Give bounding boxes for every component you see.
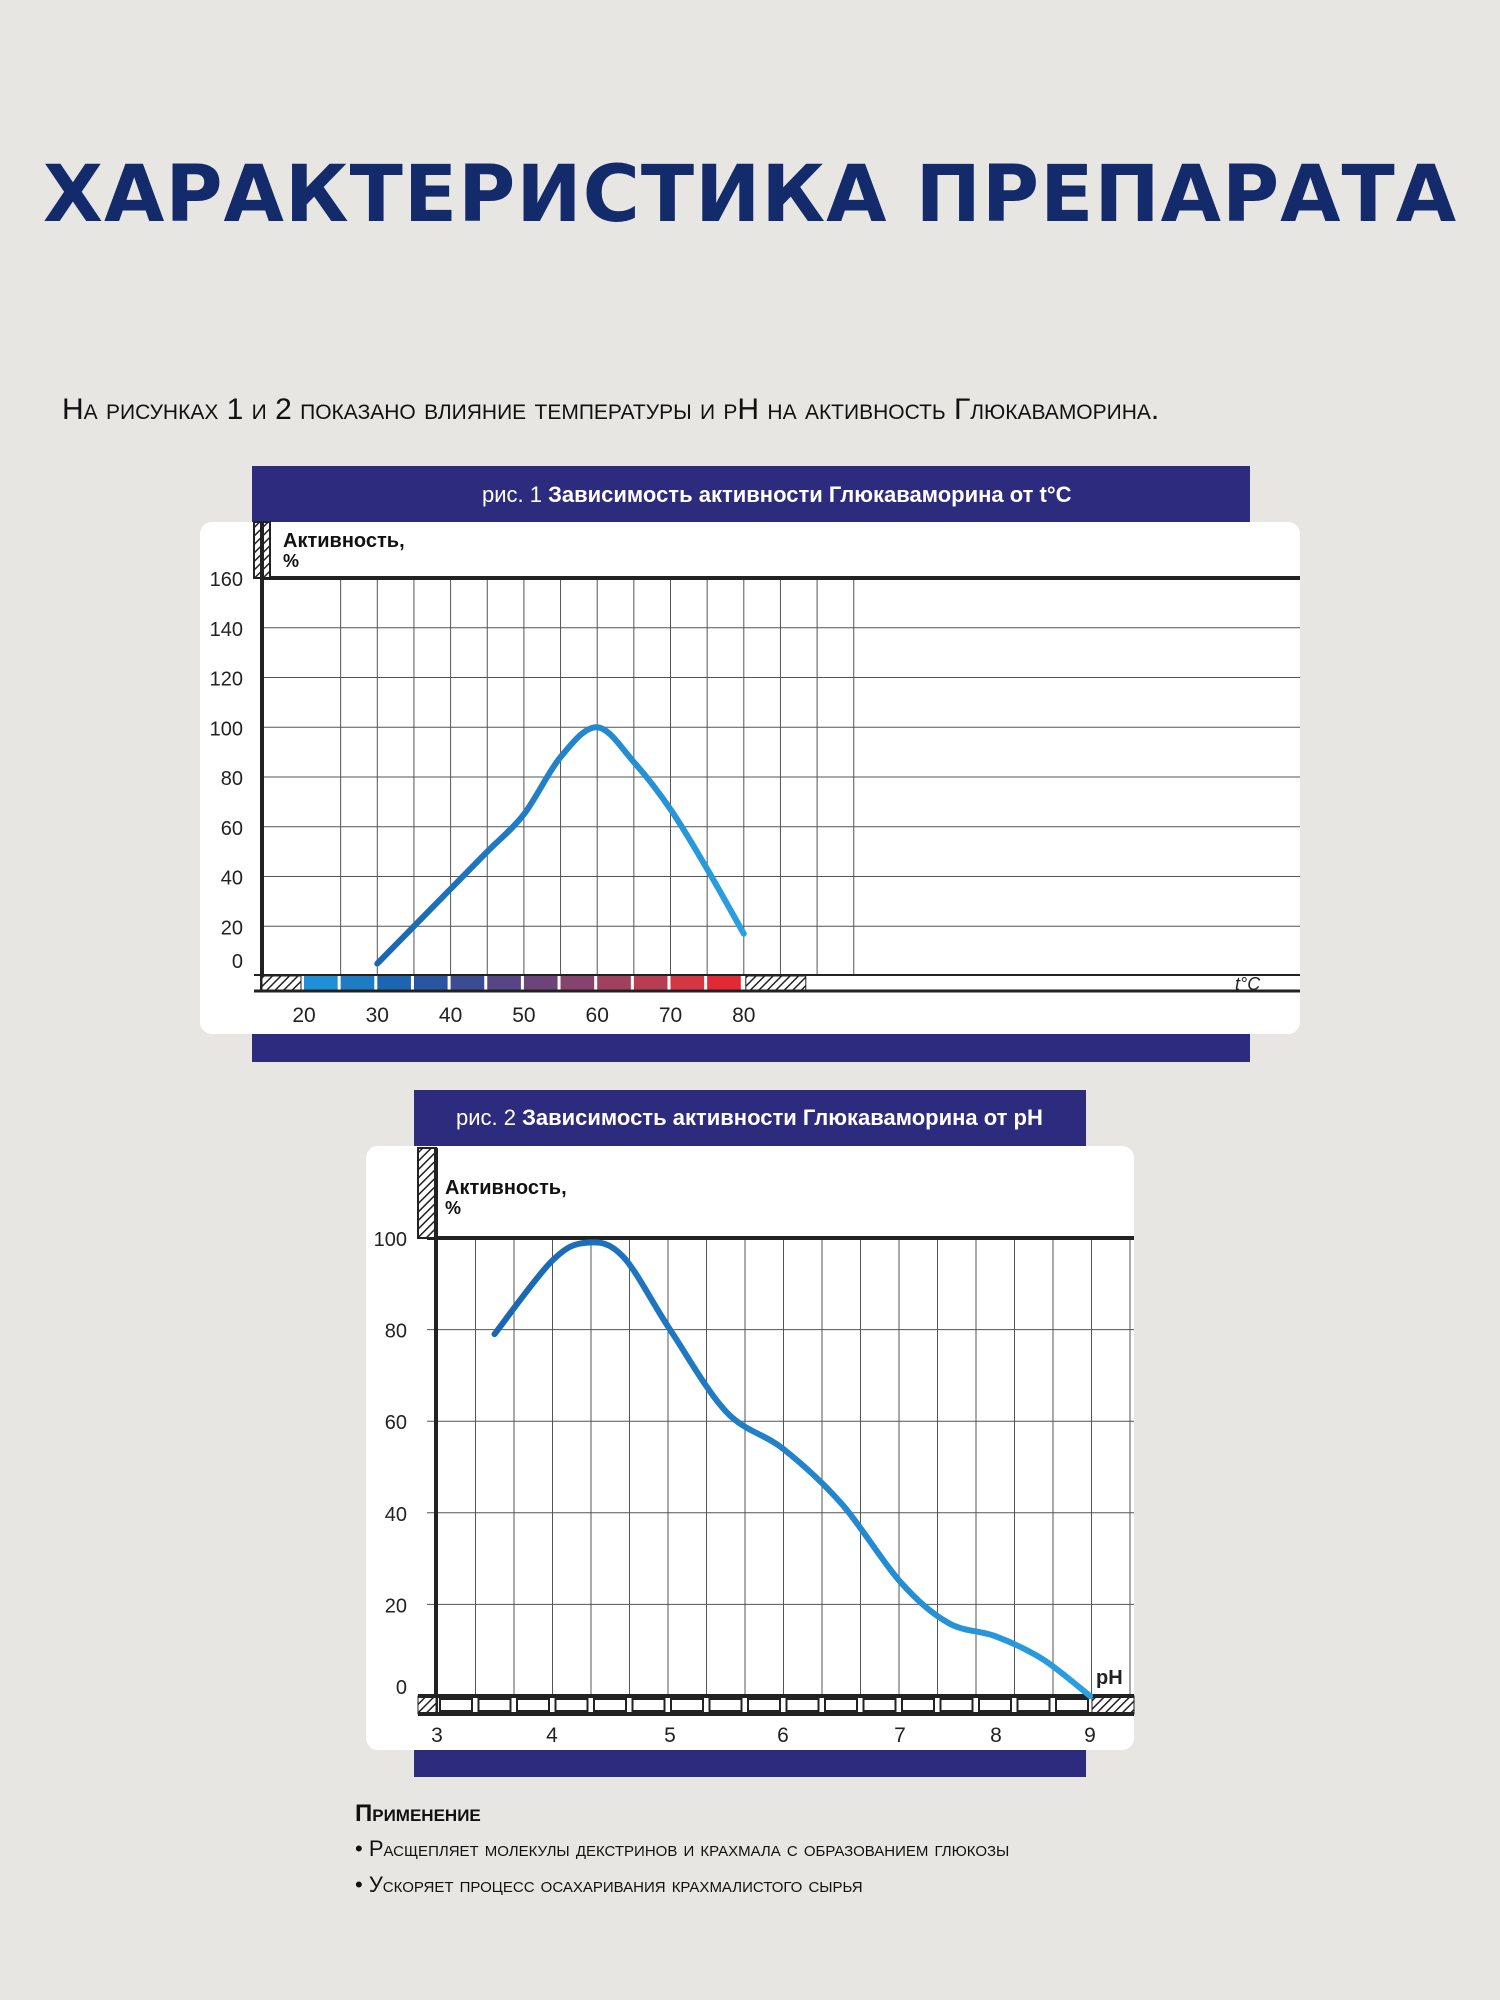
x-axis-strip-segment: [1056, 1699, 1088, 1711]
x-tick-label: 60: [585, 1004, 609, 1027]
y-tick-label: 0: [231, 951, 243, 973]
x-tick-label: 4: [546, 1724, 558, 1747]
y-tick-label: 0: [395, 1677, 407, 1699]
y-axis-label: Активность,: [445, 1177, 567, 1199]
y-tick-label: 160: [209, 569, 243, 591]
fig1-caption-title: Зависимость активности Глюкаваморина от t°C: [548, 482, 1072, 507]
y-tick-label: 80: [220, 768, 243, 790]
x-tick-label: 7: [894, 1724, 906, 1747]
x-tick-label: 6: [777, 1724, 789, 1747]
usage-section: [355, 1800, 1455, 1908]
x-axis-strip-segment: [517, 1699, 549, 1711]
x-tick-label: 5: [664, 1724, 676, 1747]
usage-item: • Расщепляет молекулы декстринов и крахмала с образованием глюкозы: [355, 1836, 1010, 1861]
y-tick-label: 120: [209, 668, 243, 691]
x-axis-hatch-right: [1092, 1696, 1134, 1714]
y-tick-label: 20: [384, 1595, 407, 1618]
x-tick-label: 9: [1084, 1724, 1096, 1747]
x-tick-label: 50: [512, 1004, 536, 1027]
y-tick-label: 100: [209, 718, 243, 741]
fig2-caption-prefix: рис. 2: [456, 1105, 516, 1130]
x-axis-unit: t°C: [1235, 974, 1261, 994]
y-tick-label: 140: [209, 618, 243, 641]
x-axis-strip-segment: [748, 1699, 780, 1711]
x-axis-strip-segment: [633, 1699, 665, 1711]
x-tick-label: 8: [990, 1724, 1002, 1747]
fig1-caption-prefix: рис. 1: [482, 482, 542, 507]
x-axis-unit: pH: [1096, 1667, 1123, 1689]
intro-text: На рисунках 1 и 2 показано влияние температуры и pH на активность Глюкаваморина.: [62, 393, 1160, 426]
x-axis-strip-segment: [556, 1699, 588, 1711]
x-tick-label: 3: [431, 1724, 443, 1747]
x-axis-strip-segment: [440, 1699, 472, 1711]
y-tick-label: 100: [373, 1229, 407, 1251]
x-axis-strip-segment: [710, 1699, 742, 1711]
x-tick-label: 40: [438, 1004, 463, 1027]
y-tick-label: 60: [220, 817, 243, 840]
y-tick-label: 40: [220, 867, 243, 890]
usage-item: • Ускоряет процесс осахаривания крахмалистого сырья: [355, 1872, 863, 1897]
y-tick-label: 40: [384, 1503, 407, 1526]
usage-heading: Применение: [355, 1800, 481, 1827]
x-axis-strip-segment: [864, 1699, 896, 1711]
y-axis-label: Активность,: [283, 530, 405, 552]
x-axis-strip-segment: [1018, 1699, 1050, 1711]
x-axis-strip-segment: [979, 1699, 1011, 1711]
x-tick-label: 80: [732, 1004, 756, 1027]
x-axis-strip-segment: [787, 1699, 819, 1711]
x-axis-strip-segment: [671, 1699, 703, 1711]
y-axis-label-unit: %: [283, 551, 300, 571]
x-axis-strip-segment: [594, 1699, 626, 1711]
y-tick-label: 20: [220, 917, 243, 940]
x-tick-label: 20: [292, 1004, 316, 1027]
x-tick-label: 30: [365, 1004, 389, 1027]
x-axis-strip-segment: [941, 1699, 973, 1711]
x-axis-hatch-left: [418, 1696, 436, 1714]
y-tick-label: 80: [384, 1320, 407, 1343]
page-title: ХАРАКТЕРИСТИКА ПРЕПАРАТА: [42, 150, 1458, 240]
x-axis-strip-segment: [825, 1699, 857, 1711]
y-tick-label: 60: [384, 1412, 407, 1435]
x-axis-strip-segment: [902, 1699, 934, 1711]
x-axis-strip-segment: [479, 1699, 511, 1711]
series-line: [495, 1242, 1091, 1696]
y-axis-label-unit: %: [445, 1198, 462, 1218]
y-axis-hatch: [418, 1148, 436, 1238]
fig2-caption-title: Зависимость активности Глюкаваморина от pH: [522, 1105, 1043, 1130]
x-tick-label: 70: [658, 1004, 683, 1027]
